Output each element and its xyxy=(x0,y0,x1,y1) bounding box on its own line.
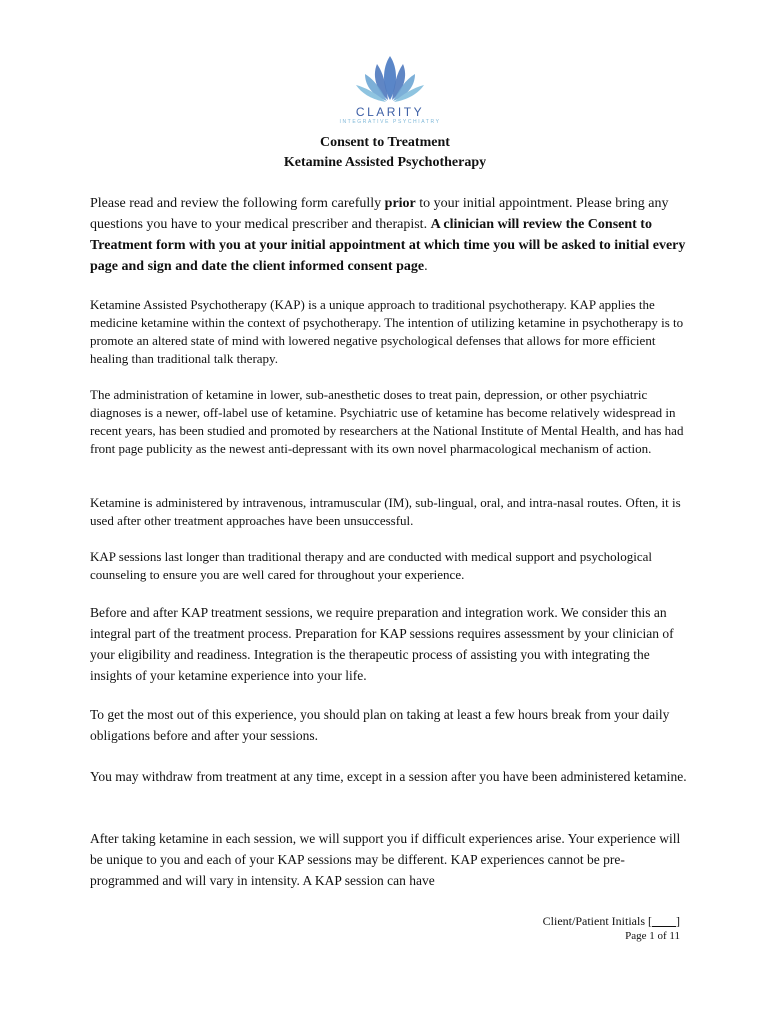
initials-field[interactable]: ____ xyxy=(652,914,676,928)
initials-label: Client/Patient Initials [ xyxy=(542,914,652,928)
intro-text-e: . xyxy=(424,259,428,274)
page-footer xyxy=(543,914,680,944)
session-experience-paragraph: After taking ketamine in each session, we will support you if difficult experiences arise. Your experience will be unique to you and each of your KAP sessions may be different. KAP experiences cannot be pre-programmed and will vary in intensity. A KAP session can have xyxy=(90,831,681,888)
time-planning-paragraph: To get the most out of this experience, you should plan on taking at least a few hours break from your daily obligations before and after your sessions. xyxy=(90,707,670,743)
initials-close-bracket: ] xyxy=(676,914,680,928)
clarity-logo xyxy=(330,52,450,136)
preparation-integration-paragraph: Before and after KAP treatment sessions, we require preparation and integration work. We consider this an integral part of the treatment process. Preparation for KAP sessions requires assessment by your clinician of your eligibility and readiness. Integration is the therapeutic process of assisting you with integrating the insights of your ketamine experience into your life. xyxy=(90,605,674,683)
document-heading xyxy=(0,133,770,173)
intro-clinician-notice: A clinician will review the Consent to Treatment form with you at your initial appointment at which time you will be asked to initial every page and sign and date the client informed consent page xyxy=(90,217,686,274)
logo-tagline: INTEGRATIVE PSYCHIATRY xyxy=(339,119,441,125)
initials-line xyxy=(543,914,680,929)
withdrawal-paragraph: You may withdraw from treatment at any time, except in a session after you have been administered ketamine. xyxy=(90,769,687,784)
document-title: Consent to Treatment xyxy=(320,135,450,150)
ketamine-administration-paragraph: The administration of ketamine in lower, sub-anesthetic doses to treat pain, depression, or other psychiatric diagnoses is a newer, off-label use of ketamine. Psychiatric use of ketamine has become relatively widespread in recent years, has been studied and promoted by researchers at the National Institute of Mental Health, and has had front page publicity as the newest anti-depressant with its own novel pharmacological mechanism of action. xyxy=(90,387,684,456)
document-subtitle: Ketamine Assisted Psychotherapy xyxy=(283,155,487,170)
page-number: Page 1 of 11 xyxy=(625,930,680,942)
administration-routes-paragraph: Ketamine is administered by intravenous, intramuscular (IM), sub-lingual, oral, and intra-nasal routes. Often, it is used after other treatment approaches have been unsuccessful. xyxy=(90,495,681,528)
session-length-paragraph: KAP sessions last longer than traditional therapy and are conducted with medical support and psychological counseling to ensure you are well cared for throughout your experience. xyxy=(90,549,652,582)
logo-wordmark: CLARITY xyxy=(355,105,425,119)
lotus-icon xyxy=(355,52,425,104)
intro-text-c: to your initial appointment. Please bring any questions you have to your medical prescriber and therapist. xyxy=(90,196,669,232)
kap-description-paragraph: Ketamine Assisted Psychotherapy (KAP) is a unique approach to traditional psychotherapy. KAP applies the medicine ketamine within the context of psychotherapy. The intention of utilizing ketamine in psychotherapy is to promote an altered state of mind with lowered negative psychological defenses that allows for more efficient healing than traditional talk therapy. xyxy=(90,297,684,366)
intro-emphasis-prior: prior xyxy=(384,196,416,211)
intro-text-a: Please read and review the following form carefully xyxy=(90,196,385,211)
intro-paragraph xyxy=(90,193,690,277)
